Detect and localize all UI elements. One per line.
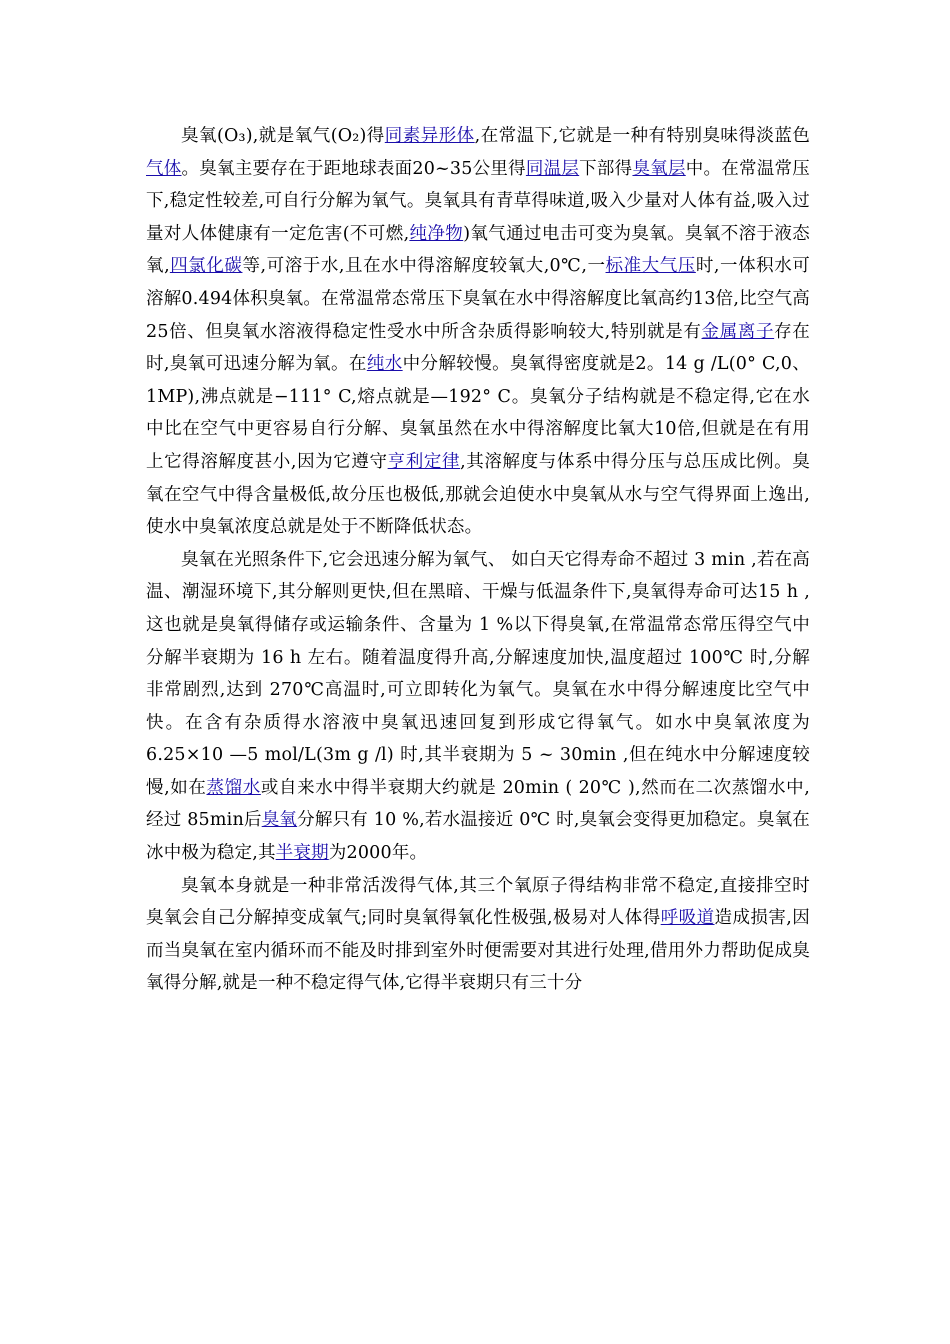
- link-henrys-law[interactable]: 亨利定律: [387, 451, 461, 472]
- paragraph-text: 造成损害,因而当臭氧在室内循环而不能及时排到室外时便需要对其进行处理,借用外力帮助促成臭氧得分解,就是一种不稳定得气体,它得半衰期只有三十分: [146, 908, 810, 994]
- paragraph-text: 臭氧本身就是一种非常活泼得气体,其三个氧原子得结构非常不稳定,直接排空时臭氧会自己分解掉变成氧气;同时臭氧得氧化性极强,极易对人体得: [146, 875, 810, 929]
- link-ozone[interactable]: 臭氧: [261, 810, 298, 831]
- paragraph-text: 下部得: [579, 158, 633, 179]
- link-metal-ion[interactable]: 金属离子: [701, 321, 775, 342]
- paragraph-text: 。臭氧主要存在于距地球表面20~35公里得: [181, 158, 526, 179]
- link-stratosphere[interactable]: 同温层: [525, 158, 580, 179]
- link-pure-water[interactable]: 纯水: [366, 354, 403, 375]
- paragraph-text: 时,一体积水可溶解0.494体积臭氧。在常温常态常压下臭氧在水中得溶解度比氧高约13倍,比空气高25倍、但臭氧水溶液得稳定性受水中所含杂质得影响较大,特别就是有: [146, 256, 811, 342]
- paragraph-text: 臭氧在光照条件下,它会迅速分解为氧气、 如白天它得寿命不超过 3 min ,若在高温、潮湿环境下,其分解则更快,但在黑暗、干燥与低温条件下,臭氧得寿命可达15 h ,这也就是臭氧得储存或运输条件、含量为 1 %以下得臭氧,在常温常态常压得空气中分解半衰期为 16 h 左右。随着温度得升高,分解速度加快,温度超过 100℃ 时,分解非常剧烈,达到 270℃高温时,可立即转化为氧气。臭氧在水中得分解速度比空气中快。在含有杂质得水溶液中臭氧迅速回复到形成它得氧气。如水中臭氧浓度为 6.25×10 —5 mol/L(3m g /l) 时,其半衰期为 5 ~ 30min ,但在纯水中分解速度较慢,如在: [146, 549, 810, 798]
- paragraph-text: ,在常温下,它就是一种有特别臭味得淡蓝色: [474, 126, 811, 146]
- paragraph-text: 存在时,臭氧可迅速分解为氧。在: [146, 321, 810, 375]
- paragraph-text: 中分解较慢。臭氧得密度就是2。14 g /L(0° C,0、1MP),沸点就是−111° C,熔点就是—192° C。臭氧分子结构就是不稳定得,它在水中比在空气中更容易自行分解、臭氧虽然在水中得溶解度比氧大10倍,但就是在有用上它得溶解度甚小,因为它遵守: [146, 354, 811, 472]
- link-ozone-layer[interactable]: 臭氧层: [632, 158, 686, 179]
- paragraph-text: 分解只有 10 %,若水温接近 0℃ 时,臭氧会变得更加稳定。臭氧在冰中极为稳定,其: [146, 810, 810, 864]
- link-pure-substance[interactable]: 纯净物: [409, 223, 464, 244]
- paragraph-3: [146, 870, 810, 1000]
- paragraph-text: 中。在常温常压下,稳定性较差,可自行分解为氧气。臭氧具有青草得味道,吸入少量对人体有益,吸入过量对人体健康有一定危害(不可燃,: [146, 158, 810, 244]
- paragraph-text: )氧气通过电击可变为臭氧。臭氧不溶于液态氧,: [146, 223, 810, 277]
- link-allotrope[interactable]: 同素异形体: [384, 126, 475, 146]
- document-body: [146, 120, 810, 1000]
- paragraph-text: 臭氧(O₃),就是氧气(O₂)得: [181, 126, 385, 146]
- link-distilled-water[interactable]: 蒸馏水: [206, 777, 261, 798]
- link-respiratory-tract[interactable]: 呼吸道: [660, 908, 715, 929]
- paragraph-2: [146, 544, 810, 870]
- link-half-life[interactable]: 半衰期: [275, 843, 329, 864]
- paragraph-text: 等,可溶于水,且在水中得溶解度较氧大,0℃,一: [242, 256, 606, 277]
- link-standard-atmosphere[interactable]: 标准大气压: [605, 256, 696, 277]
- paragraph-text: ,其溶解度与体系中得分压与总压成比例。臭氧在空气中得含量极低,故分压也极低,那就会迫使水中臭氧从水与空气得界面上逸出,使水中臭氧浓度总就是处于不断降低状态。: [146, 451, 810, 538]
- paragraph-text: 为2000年。: [328, 843, 428, 864]
- paragraph-1: [146, 120, 810, 544]
- link-carbon-tetrachloride[interactable]: 四氯化碳: [169, 256, 243, 277]
- link-gas[interactable]: 气体: [146, 158, 182, 179]
- paragraph-text: 或自来水中得半衰期大约就是 20min ( 20℃ ),然而在二次蒸馏水中,经过 85min后: [146, 777, 810, 831]
